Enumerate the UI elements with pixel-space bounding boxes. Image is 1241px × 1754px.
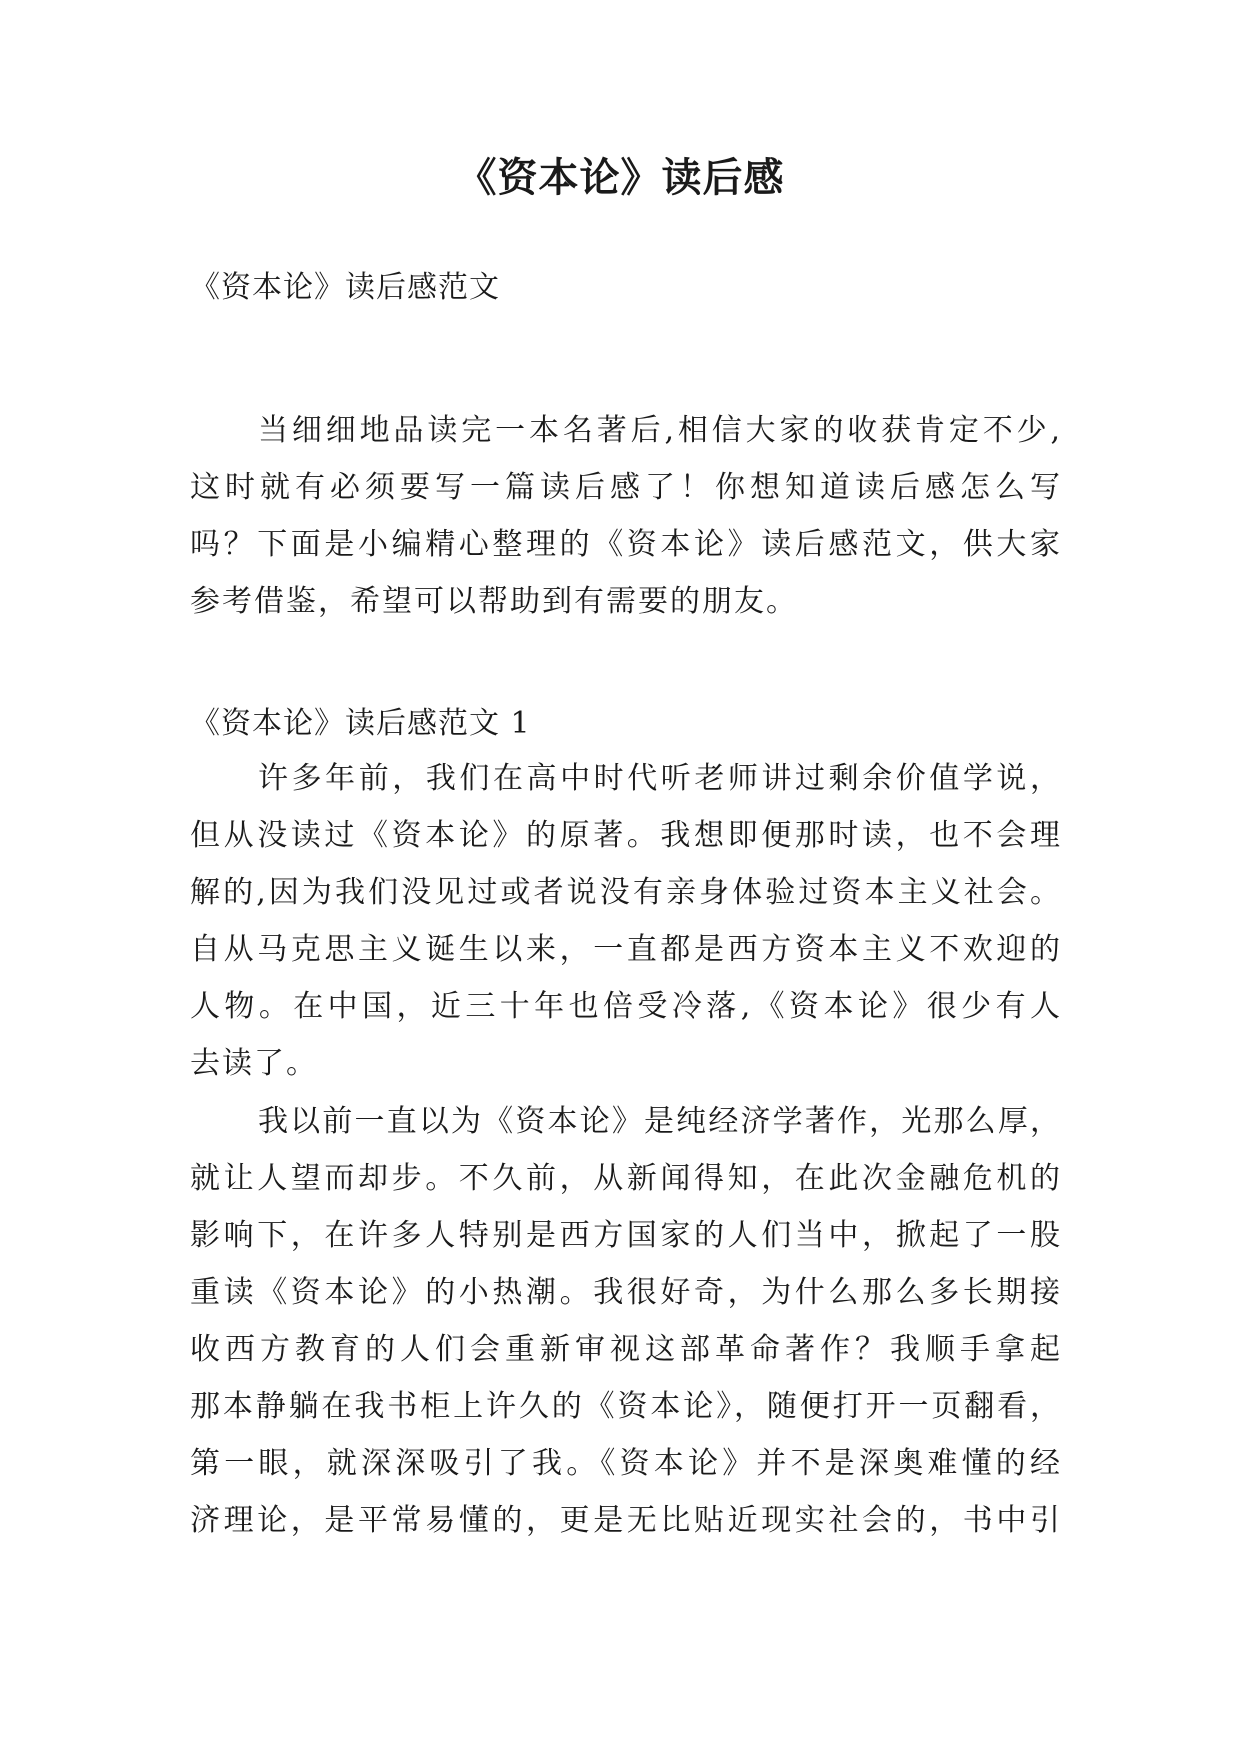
para1-line-4: 自从马克思主义诞生以来，一直都是西方资本主义不欢迎的 bbox=[190, 932, 1060, 967]
para2-line-1: 我以前一直以为《资本论》是纯经济学著作，光那么厚， bbox=[258, 1104, 1060, 1139]
para1-line-3: 解的,因为我们没见过或者说没有亲身体验过资本主义社会。 bbox=[190, 875, 1060, 910]
para2-line-8: 济理论，是平常易懂的，更是无比贴近现实社会的，书中引 bbox=[190, 1503, 1060, 1538]
intro-line-1: 当细细地品读完一本名著后,相信大家的收获肯定不少, bbox=[258, 413, 1060, 448]
intro-line-3: 吗？下面是小编精心整理的《资本论》读后感范文，供大家 bbox=[190, 527, 1060, 562]
para1-line-6: 去读了。 bbox=[190, 1046, 318, 1081]
section-heading-1: 《资本论》读后感范文 1 bbox=[190, 706, 531, 741]
para2-line-3: 影响下，在许多人特别是西方国家的人们当中，掀起了一股 bbox=[190, 1218, 1060, 1253]
para1-line-2: 但从没读过《资本论》的原著。我想即便那时读，也不会理 bbox=[190, 818, 1060, 853]
intro-line-4: 参考借鉴，希望可以帮助到有需要的朋友。 bbox=[190, 584, 798, 619]
document-title: 《资本论》读后感 bbox=[456, 155, 785, 201]
document-subtitle: 《资本论》读后感范文 bbox=[190, 270, 500, 305]
intro-line-2: 这时就有必须要写一篇读后感了！你想知道读后感怎么写 bbox=[190, 470, 1060, 505]
para2-line-6: 那本静躺在我书柜上许久的《资本论》，随便打开一页翻看， bbox=[190, 1389, 1060, 1424]
para2-line-2: 就让人望而却步。不久前，从新闻得知，在此次金融危机的 bbox=[190, 1161, 1060, 1196]
para2-line-5: 收西方教育的人们会重新审视这部革命著作？我顺手拿起 bbox=[190, 1332, 1060, 1367]
para1-line-1: 许多年前，我们在高中时代听老师讲过剩余价值学说， bbox=[258, 761, 1060, 796]
para2-line-7: 第一眼，就深深吸引了我。《资本论》并不是深奥难懂的经 bbox=[190, 1446, 1060, 1481]
para1-line-5: 人物。在中国，近三十年也倍受冷落,《资本论》很少有人 bbox=[190, 989, 1060, 1024]
para2-line-4: 重读《资本论》的小热潮。我很好奇，为什么那么多长期接 bbox=[190, 1275, 1060, 1310]
